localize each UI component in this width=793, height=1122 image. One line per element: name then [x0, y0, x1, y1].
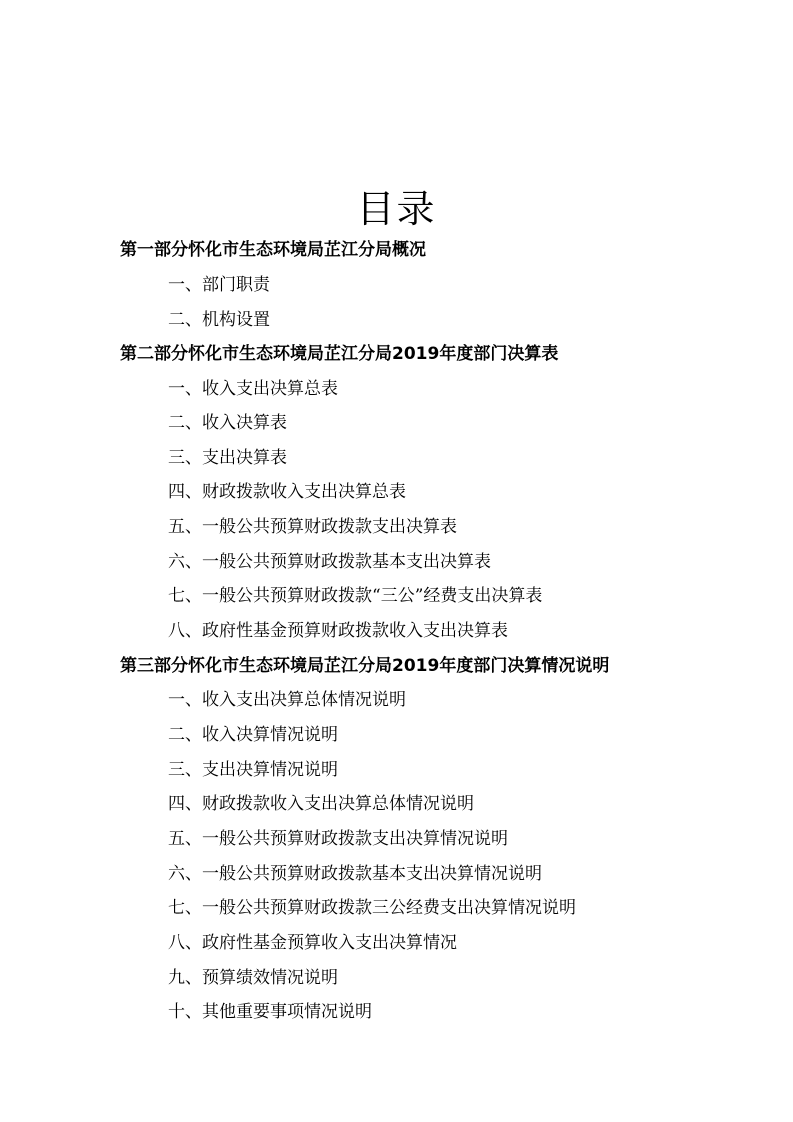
toc-entry: 五、一般公共预算财政拨款支出决算表 [168, 517, 457, 537]
toc-entry: 九、预算绩效情况说明 [168, 968, 338, 988]
toc-entry: 二、收入决算情况说明 [168, 725, 338, 745]
toc-entry: 七、一般公共预算财政拨款三公经费支出决算情况说明 [168, 898, 576, 918]
toc-entry: 三、支出决算表 [168, 448, 287, 468]
toc-entry: 一、收入支出决算总体情况说明 [168, 690, 406, 710]
toc-entry: 七、一般公共预算财政拨款“三公”经费支出决算表 [168, 586, 543, 606]
toc-entry: 四、财政拨款收入支出决算总体情况说明 [168, 794, 474, 814]
toc-entry: 五、一般公共预算财政拨款支出决算情况说明 [168, 829, 508, 849]
toc-entry: 二、机构设置 [168, 310, 270, 330]
toc-entry: 一、部门职责 [168, 275, 270, 295]
toc-entry: 二、收入决算表 [168, 413, 287, 433]
toc-entry: 三、支出决算情况说明 [168, 760, 338, 780]
toc-entry: 六、一般公共预算财政拨款基本支出决算情况说明 [168, 864, 542, 884]
part-heading-2: 第二部分怀化市生态环境局芷江分局2019年度部门决算表 [120, 344, 559, 364]
toc-entry: 四、财政拨款收入支出决算总表 [168, 482, 406, 502]
part-heading-3: 第三部分怀化市生态环境局芷江分局2019年度部门决算情况说明 [120, 656, 610, 676]
toc-entry: 八、政府性基金预算财政拨款收入支出决算表 [168, 621, 508, 641]
toc-entry: 六、一般公共预算财政拨款基本支出决算表 [168, 552, 491, 572]
part-heading-1: 第一部分怀化市生态环境局芷江分局概况 [120, 240, 426, 260]
toc-entry: 一、收入支出决算总表 [168, 379, 338, 399]
toc-entry: 八、政府性基金预算收入支出决算情况 [168, 933, 457, 953]
toc-entry: 十、其他重要事项情况说明 [168, 1002, 372, 1022]
toc-title: 目录 [356, 187, 437, 231]
